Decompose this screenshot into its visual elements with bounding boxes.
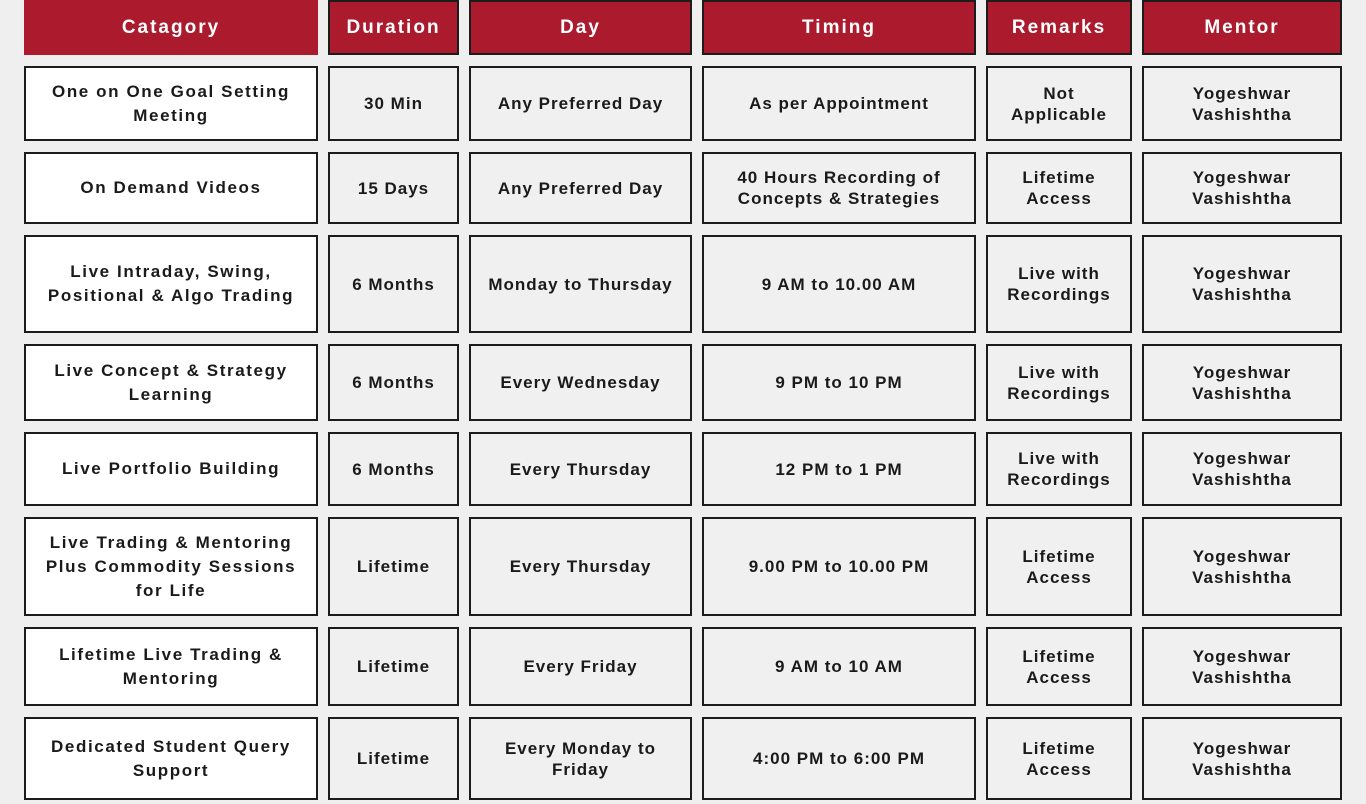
remarks-cell [986, 344, 1132, 421]
duration-cell: 6 Months [328, 344, 459, 421]
category-text: Live Intraday, Swing, Positional & Algo Trading [47, 262, 295, 305]
remarks-text: Live with Recordings [1007, 264, 1111, 304]
timing-cell: 4:00 PM to 6:00 PM [702, 717, 976, 800]
timing-text: 40 Hours Recording of Concepts & Strategies [737, 168, 941, 208]
timing-cell: 12 PM to 1 PM [702, 432, 976, 506]
duration-cell: 6 Months [328, 235, 459, 333]
category-cell [24, 66, 318, 141]
category-cell [24, 517, 318, 616]
category-text: Dedicated Student Query Support [51, 736, 291, 780]
remarks-cell [986, 717, 1132, 800]
mentor-cell [1142, 66, 1342, 141]
header-mentor: Mentor [1142, 0, 1342, 55]
remarks-cell [986, 627, 1132, 706]
mentor-cell [1142, 235, 1342, 333]
category-cell [24, 344, 318, 421]
duration-cell: 30 Min [328, 66, 459, 141]
day-cell: Any Preferred Day [469, 66, 692, 141]
mentor-cell [1142, 432, 1342, 506]
day-cell: Monday to Thursday [469, 235, 692, 333]
mentor-cell [1142, 344, 1342, 421]
timing-cell: 9 PM to 10 PM [702, 344, 976, 421]
timing-cell [702, 152, 976, 224]
duration-cell: 6 Months [328, 432, 459, 506]
day-cell: Every Friday [469, 627, 692, 706]
duration-cell: 15 Days [328, 152, 459, 224]
day-cell: Every Thursday [469, 517, 692, 616]
day-cell: Any Preferred Day [469, 152, 692, 224]
remarks-text: Lifetime Access [1022, 546, 1096, 587]
category-text: Live Trading & Mentoring Plus Commodity Sessions for Life [45, 532, 297, 600]
mentor-text: Yogeshwar Vashishtha [1192, 546, 1292, 587]
remarks-cell [986, 152, 1132, 224]
category-cell: Live Portfolio Building [24, 432, 318, 506]
mentor-text: Yogeshwar Vashishtha [1192, 168, 1292, 208]
header-timing: Timing [702, 0, 976, 55]
remarks-text: Lifetime Access [1022, 646, 1096, 687]
category-cell [24, 235, 318, 333]
mentor-text: Yogeshwar Vashishtha [1192, 362, 1292, 403]
day-cell: Every Thursday [469, 432, 692, 506]
mentor-text: Yogeshwar Vashishtha [1192, 738, 1292, 779]
duration-cell: Lifetime [328, 517, 459, 616]
header-category: Catagory [24, 0, 318, 55]
category-text: One on One Goal Setting Meeting [52, 81, 290, 125]
category-cell [24, 627, 318, 706]
category-cell [24, 717, 318, 800]
mentor-text: Yogeshwar Vashishtha [1192, 646, 1292, 687]
header-day: Day [469, 0, 692, 55]
remarks-text: Live with Recordings [1007, 449, 1111, 489]
mentor-cell [1142, 717, 1342, 800]
schedule-table [24, 0, 1342, 804]
mentor-text: Yogeshwar Vashishtha [1192, 449, 1292, 489]
header-duration: Duration [328, 0, 459, 55]
remarks-text: Live with Recordings [1007, 362, 1111, 403]
mentor-cell [1142, 152, 1342, 224]
mentor-cell [1142, 627, 1342, 706]
duration-cell: Lifetime [328, 627, 459, 706]
remarks-cell [986, 66, 1132, 141]
remarks-cell [986, 432, 1132, 506]
timing-cell: As per Appointment [702, 66, 976, 141]
timing-cell: 9.00 PM to 10.00 PM [702, 517, 976, 616]
mentor-text: Yogeshwar Vashishtha [1192, 264, 1292, 304]
remarks-text: Lifetime Access [1022, 738, 1096, 779]
remarks-cell [986, 517, 1132, 616]
category-text: Live Concept & Strategy Learning [54, 360, 288, 404]
mentor-text: Yogeshwar Vashishtha [1192, 83, 1292, 124]
category-cell: On Demand Videos [24, 152, 318, 224]
day-text: Every Monday to Friday [504, 738, 657, 779]
duration-cell: Lifetime [328, 717, 459, 800]
header-remarks: Remarks [986, 0, 1132, 55]
category-text: Lifetime Live Trading & Mentoring [59, 644, 283, 688]
remarks-cell [986, 235, 1132, 333]
day-cell [469, 717, 692, 800]
day-cell: Every Wednesday [469, 344, 692, 421]
timing-cell: 9 AM to 10.00 AM [702, 235, 976, 333]
timing-cell: 9 AM to 10 AM [702, 627, 976, 706]
remarks-text: Not Applicable [1011, 83, 1107, 124]
mentor-cell [1142, 517, 1342, 616]
remarks-text: Lifetime Access [1022, 168, 1096, 208]
